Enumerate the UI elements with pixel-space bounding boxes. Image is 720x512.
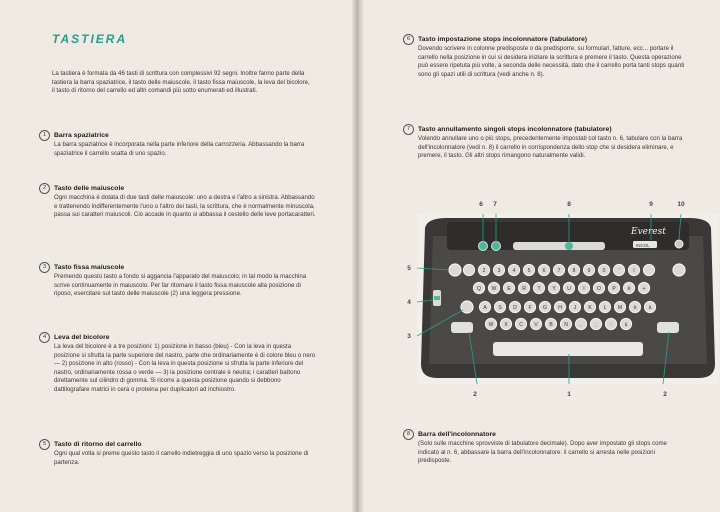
typewriter-key-label: S — [498, 305, 502, 311]
section-number: 1 — [39, 130, 50, 141]
typewriter-key-label: U — [567, 286, 571, 292]
typewriter-key-label: 2 — [482, 268, 486, 274]
shift-lock-key — [461, 301, 473, 313]
section-text: Dovendo scrivere in colonne predisposte o da predisporre, su formulari, fatture, ecc... portare il carrello nella posizione in cui si desidera iniziare la scrittura e premere il tasto. Questa operazione può essere ripetuta più volte, a seconda delle necessità, dato che il carrello porta tanti stops quanti sono gli spazi utili di scrittura (vedi anche n. 8). — [418, 45, 685, 78]
return-key — [449, 264, 461, 276]
typewriter-key-label: 6 — [542, 268, 546, 274]
section-text: Volendo annullare uno o più stops, precedentemente impostati col tasto n. 6, tabulare con la barra dell'incolonnatore (vedi n. 8) il carrello in corrispondenza dello stop che si desidera eliminare, e premere, il tasto. Gli altri stops rimangono naturalmente validi. — [418, 135, 683, 160]
callout-6: 6 — [479, 201, 483, 208]
typewriter-key-label: N — [564, 322, 568, 328]
section-heading: Barra dell'incolonnatore — [418, 431, 496, 438]
typewriter-key-label: 8 — [572, 268, 576, 274]
typewriter-key-label: A — [483, 305, 487, 311]
section-heading: Barra spaziatrice — [54, 132, 109, 139]
section-tasto-maiuscole — [42, 184, 316, 220]
section-annullamento-stops — [406, 125, 688, 161]
intro-paragraph: La tastiera è formata da 46 tasti di scrittura con complessivi 92 segni. Inoltre fanno parte della tastiera la barra spaziatrice, il tasto delle maiuscole, il tasto fissa maiuscole, la leva del bicolore, il tasto di ritorno del carrello ed altri comandi più sotto enumerati ed illustrati. — [52, 70, 310, 95]
typewriter-key-label: G — [543, 305, 547, 311]
typewriter-key-label: F — [528, 305, 532, 311]
typewriter-illustration — [417, 214, 719, 384]
shift-key-left — [451, 322, 473, 333]
section-number: 6 — [403, 34, 414, 45]
section-number: 8 — [403, 429, 414, 440]
callout-1: 1 — [567, 391, 571, 398]
callout-5: 5 — [407, 265, 411, 272]
typewriter-key-label: ' — [618, 268, 620, 274]
section-barra-incolonnatore — [406, 430, 688, 466]
section-number: 7 — [403, 124, 414, 135]
typewriter-key-label: K — [588, 305, 592, 311]
typewriter-key-label: M — [617, 305, 623, 311]
callout-8: 8 — [567, 201, 571, 208]
callout-2-left: 2 — [473, 391, 477, 398]
callout-2-right: 2 — [663, 391, 667, 398]
typewriter-key-label: B — [549, 322, 553, 328]
typewriter-key-label: : — [610, 322, 612, 328]
typewriter-key-label: P — [612, 286, 616, 292]
tab-key-label: INCOL — [636, 243, 650, 248]
section-fissa-maiuscole — [42, 263, 316, 299]
section-heading: Tasto annullamento singoli stops incolonnatore (tabulatore) — [418, 126, 612, 133]
section-text: (Solo sulle macchine sprovviste di tabulatore decimale). Dopo aver impostato gli stops come indicato al n. 6, abbassare la barra dell'incolonnatore: il carrello si arresta nelle posizioni predisposte. — [418, 440, 667, 465]
typewriter-key-label: 7 — [557, 268, 561, 274]
typewriter-key-label: C — [519, 322, 523, 328]
brand-logo: Everest — [631, 227, 666, 237]
section-text: La leva del bicolore è a tre posizioni: 1) posizione in basso (bleu) - Con la leva in questa posizione si sfrutta la parte superiore del nastro, parte che ordinariamente è di colore bleu o nero — 2) posizione in alto (rosso) - Con la leva in questa posizione si sfrutta la parte inferiore del nastro, ordinariamente rossa o verde — 3) la posizione centrale è neutra; i caratteri battono direttamente sul cilindro di gomma. Si ricorre a questa posizione quando si debbono dattilografare matrici in cera o proteina per duplicatori ad inchiostro. — [54, 343, 316, 393]
section-number: 5 — [39, 439, 50, 450]
typewriter-key-label: , — [580, 322, 582, 328]
typewriter-key-label: T — [537, 286, 541, 292]
shift-key-right — [657, 322, 679, 333]
typewriter-key-label: E — [507, 286, 511, 292]
section-text: La barra spaziatrice è incorporata nella parte inferiore della carrozzeria. Abbassando la barra spaziatrice il carrello scatta di uno spazio. — [54, 141, 305, 157]
typewriter-key-label: 9 — [587, 268, 591, 274]
section-number: 3 — [39, 262, 50, 273]
typewriter-keyboard-photo — [417, 214, 719, 384]
section-text: Ogni qual volta si preme questo tasto il carrello indietreggia di uno spazio verso la posizione di partenza. — [54, 450, 309, 466]
typewriter-key-label: O — [597, 286, 601, 292]
tab-clear-key — [492, 242, 501, 251]
section-leva-bicolore — [42, 333, 316, 395]
typewriter-key-label: L — [603, 305, 607, 311]
tabulator-bar-dot — [565, 242, 573, 250]
section-ritorno-carrello — [42, 440, 316, 467]
space-bar — [493, 342, 643, 356]
callout-7: 7 — [493, 201, 497, 208]
typewriter-key-label: W — [488, 322, 494, 328]
typewriter-key — [643, 264, 654, 275]
typewriter-key-label: è — [627, 286, 631, 292]
typewriter-key-label: Y — [552, 286, 556, 292]
section-number: 2 — [39, 183, 50, 194]
section-heading: Tasto impostazione stops incolonnatore (tabulatore) — [418, 36, 588, 43]
section-text: Ogni macchina è dotata di due tasti delle maiuscole: uno a destra e l'altro a sinistra. Abbassando e trattenendo indifferentemente l'uno o l'altro dei tasti, la scrittura, che è normalmente minuscola, passa sui caratteri maiuscoli. Ciò accade in quanto si abbassa il cestello delle leve portacaratteri. — [54, 194, 316, 219]
section-heading: Leva del bicolore — [54, 334, 110, 341]
section-heading: Tasto di ritorno del carrello — [54, 441, 142, 448]
typewriter-key-label: H — [558, 305, 562, 311]
callout-3: 3 — [407, 333, 411, 340]
typewriter-key — [463, 264, 474, 275]
typewriter-key-label: W — [491, 286, 497, 292]
typewriter-key-label: X — [504, 322, 508, 328]
typewriter-key-label: 3 — [497, 268, 501, 274]
typewriter-key-label: + — [642, 286, 646, 292]
section-heading: Tasto delle maiuscole — [54, 185, 125, 192]
tab-set-key — [479, 242, 488, 251]
typewriter-key-label: ì — [633, 268, 635, 274]
section-text: Premendo questo tasto a fondo si aggancia l'apparato del maiuscolo; in tal modo la macchina scrive continuamente in maiuscolo. Per far ritornare il tasto fissa maiuscole alla posizione di riposo, esercitare sul tasto delle maiuscole (2) una leggera pressione. — [54, 273, 307, 298]
typewriter-key-label: à — [648, 305, 652, 311]
typewriter-key-label: D — [513, 305, 517, 311]
book-gutter — [352, 0, 364, 512]
section-heading: Tasto fissa maiuscole — [54, 264, 125, 271]
section-impostazione-stops — [406, 35, 688, 79]
typewriter-key-label: 4 — [512, 268, 516, 274]
typewriter-key-label: V — [534, 322, 538, 328]
typewriter-key-label: ù — [624, 322, 628, 328]
typewriter-key-label: ò — [633, 305, 637, 311]
callout-4: 4 — [407, 299, 411, 306]
typewriter-key-label: R — [522, 286, 526, 292]
callout-10: 10 — [677, 201, 685, 208]
typewriter-key-label: Q — [477, 286, 481, 292]
section-barra-spaziatrice — [42, 131, 316, 158]
section-number: 4 — [39, 332, 50, 343]
typewriter-key-label: J — [573, 305, 577, 311]
typewriter-key-label: 0 — [602, 268, 606, 274]
typewriter-key-label: 5 — [527, 268, 531, 274]
typewriter-key-label: I — [583, 286, 585, 292]
page-title: TASTIERA — [52, 32, 128, 46]
callout-9: 9 — [649, 201, 653, 208]
typewriter-key-label: ; — [595, 322, 597, 328]
